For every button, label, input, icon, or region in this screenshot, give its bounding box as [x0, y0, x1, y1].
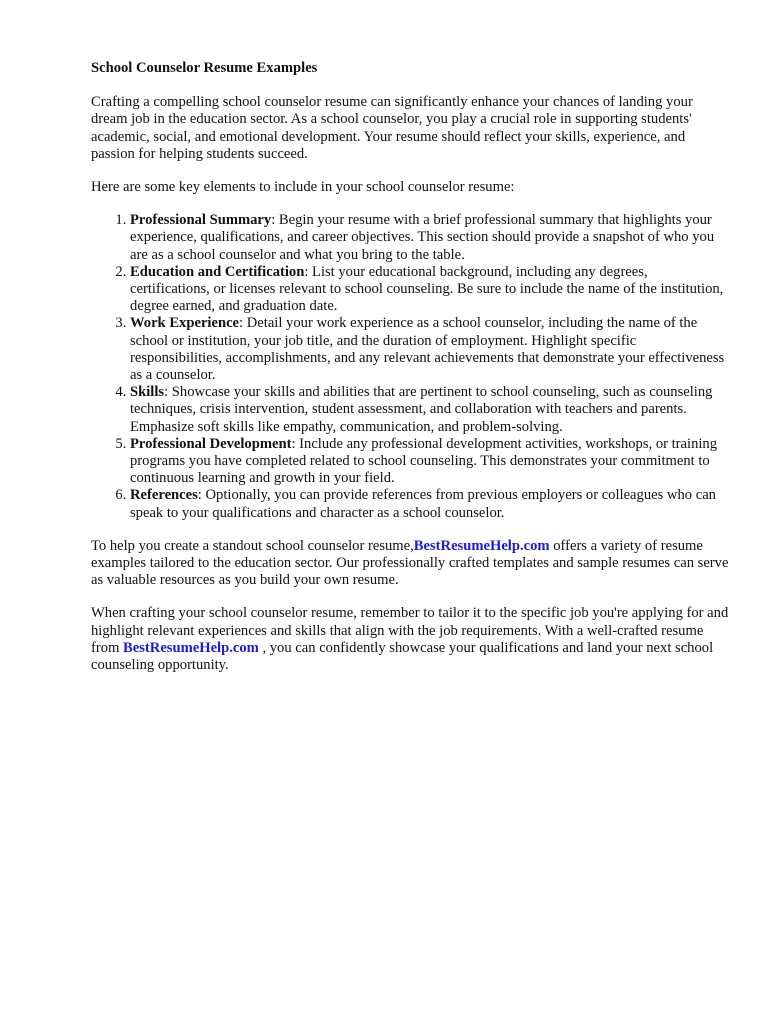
list-item	[130, 384, 731, 436]
list-item	[130, 315, 731, 384]
bestresumehelp-link[interactable]: BestResumeHelp.com	[413, 537, 550, 554]
resources-text-after: offers a variety of resume examples tailored to the education sector. Our professionally crafted templates and sample resumes can serve as valuable resources as you build your own resume.	[91, 537, 729, 589]
list-item-title: Professional Summary	[130, 212, 272, 229]
list-item	[130, 436, 731, 488]
list-item-text: : Showcase your skills and abilities that are pertinent to school counseling, such as counseling techniques, crisis intervention, student assessment, and collaboration with teachers and parents. Emphasize soft skills like empathy, communication, and problem-solving.	[130, 384, 713, 435]
list-item-title: Skills	[130, 384, 165, 401]
list-item	[130, 212, 731, 264]
document-page	[91, 60, 731, 690]
list-intro-paragraph: Here are some key elements to include in your school counselor resume:	[91, 179, 515, 196]
resources-text-before: To help you create a standout school counselor resume,	[91, 537, 414, 554]
closing-paragraph	[91, 605, 731, 674]
intro-paragraph: Crafting a compelling school counselor resume can significantly enhance your chances of landing your dream job in the education sector. As a school counselor, you play a crucial role in supporting students' academic, social, and emotional development. Your resume should reflect your skills, experience, and passion for helping students succeed.	[91, 94, 693, 162]
key-elements-list	[91, 212, 731, 522]
resources-paragraph	[91, 538, 731, 590]
list-item	[130, 487, 731, 521]
list-item-text: : Include any professional development activities, workshops, or training programs you have completed related to school counseling. This demonstrates your commitment to continuous learning and growth in your field.	[130, 435, 718, 487]
list-item-text: : List your educational background, including any degrees, certifications, or licenses relevant to school counseling. Be sure to include the name of the institution, degree earned, and graduation date.	[130, 263, 724, 315]
closing-text-before: When crafting your school counselor resume, remember to tailor it to the specific job you're applying for and highlight relevant experiences and skills that align with the job requirements. With a well-crafted resume from	[91, 605, 729, 656]
page-title: School Counselor Resume Examples	[91, 60, 318, 76]
list-item-title: Professional Development	[130, 435, 292, 452]
list-item-text: : Detail your work experience as a school counselor, including the name of the school or institution, your job title, and the duration of employment. Highlight specific responsibilities, accomplishments, and any relevant achievements that demonstrate your effectiveness as a counselor.	[130, 315, 725, 384]
list-item-text: : Begin your resume with a brief professional summary that highlights your experience, qualifications, and career objectives. This section should provide a snapshot of who you are as a school counselor and what you bring to the table.	[130, 212, 715, 263]
list-item-title: References	[130, 487, 198, 504]
bestresumehelp-link[interactable]: BestResumeHelp.com	[123, 639, 259, 656]
list-item	[130, 264, 731, 316]
list-item-title: Work Experience	[130, 315, 240, 332]
list-item-title: Education and Certification	[130, 263, 305, 280]
list-item-text: : Optionally, you can provide references from previous employers or colleagues who can speak to your qualifications and character as a school counselor.	[130, 487, 716, 521]
closing-text-after: , you can confidently showcase your qualifications and land your next school counseling opportunity.	[91, 639, 714, 674]
